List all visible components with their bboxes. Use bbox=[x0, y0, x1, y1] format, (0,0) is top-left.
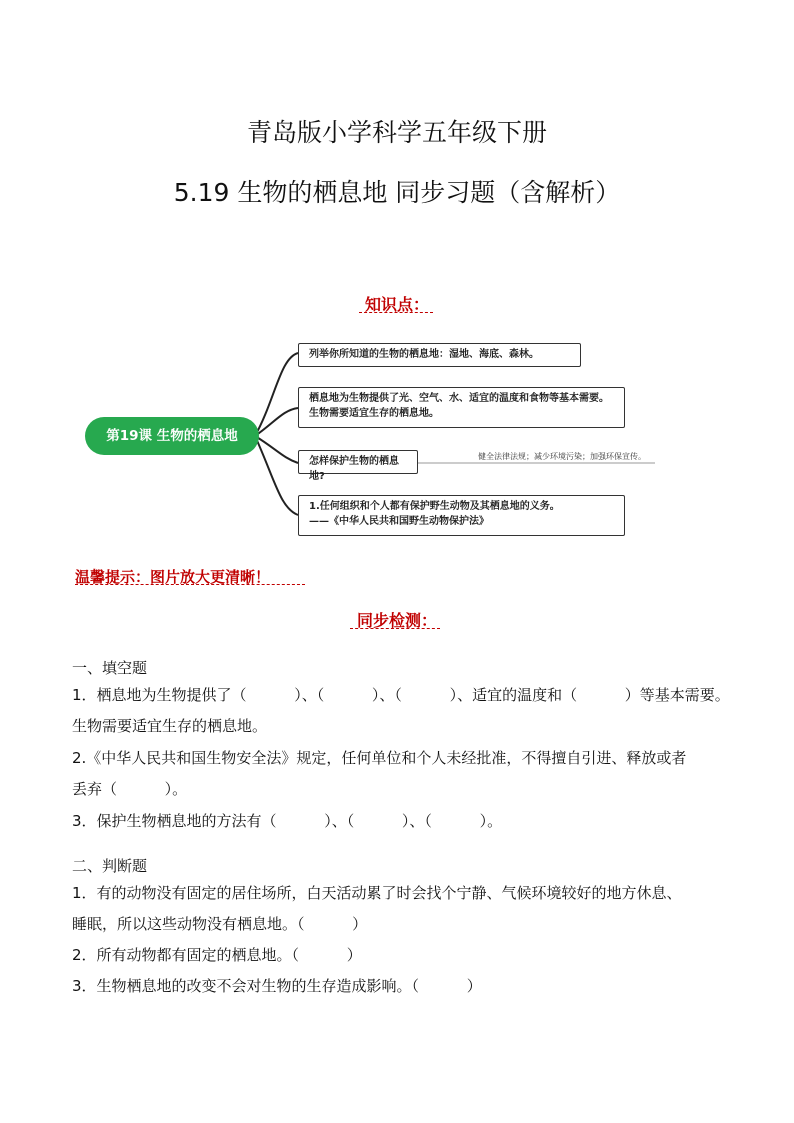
sync-heading: 同步检测： bbox=[356, 611, 437, 630]
knowledge-heading: 知识点： bbox=[364, 295, 429, 314]
mind-map-branch-2: 栖息地为生物提供了光、空气、水、适宜的温度和食物等基本需要。生物需要适宜生存的栖息地。 bbox=[298, 387, 625, 428]
question-line: 2.《中华人民共和国生物安全法》规定，任何单位和个人未经批准，不得擅自引进、释放或者 bbox=[72, 749, 687, 767]
document-subtitle: 5.19 生物的栖息地 同步习题（含解析） bbox=[173, 178, 621, 207]
question-line: 2．所有动物都有固定的栖息地。（ ） bbox=[72, 946, 362, 964]
mind-map-branch-4-line-1: 1.任何组织和个人都有保护野生动物及其栖息地的义务。 bbox=[309, 501, 560, 512]
mind-map-branch-4 bbox=[298, 495, 625, 536]
section-fill-blank-title: 一、填空题 bbox=[72, 659, 148, 677]
mind-map-branch-1: 列举你所知道的生物的栖息地：湿地、海底、森林。 bbox=[298, 343, 581, 367]
question-line: 1．有的动物没有固定的居住场所，白天活动累了时会找个宁静、气候环境较好的地方休息、 bbox=[72, 884, 682, 902]
question-line: 睡眠，所以这些动物没有栖息地。（ ） bbox=[72, 915, 368, 933]
section-true-false-title: 二、判断题 bbox=[72, 857, 148, 875]
mind-map-center: 第19课 生物的栖息地 bbox=[85, 417, 259, 455]
question-line: 3．保护生物栖息地的方法有（ ）、（ ）、（ ）。 bbox=[72, 812, 503, 830]
mind-map-branch-4-line-2: ——《中华人民共和国野生动物保护法》 bbox=[309, 516, 489, 527]
question-line: 3．生物栖息地的改变不会对生物的生存造成影响。（ ） bbox=[72, 977, 482, 995]
knowledge-heading-underline bbox=[359, 312, 433, 313]
mind-map-branch-3: 怎样保护生物的栖息地? bbox=[298, 450, 418, 474]
sync-heading-underline bbox=[350, 628, 440, 629]
mind-map-side-note: 健全法律法规；减少环境污染；加强环保宣传。 bbox=[478, 452, 646, 461]
document-title: 青岛版小学科学五年级下册 bbox=[246, 118, 547, 147]
question-line: 生物需要适宜生存的栖息地。 bbox=[72, 717, 268, 735]
tip-text: 温馨提示：图片放大更清晰！ bbox=[75, 568, 271, 586]
mind-map bbox=[85, 330, 675, 545]
question-line: 1．栖息地为生物提供了（ ）、（ ）、（ ）、适宜的温度和（ ）等基本需要。 bbox=[72, 686, 730, 704]
tip-underline bbox=[75, 584, 305, 585]
question-line: 丢弃（ ）。 bbox=[72, 780, 188, 798]
